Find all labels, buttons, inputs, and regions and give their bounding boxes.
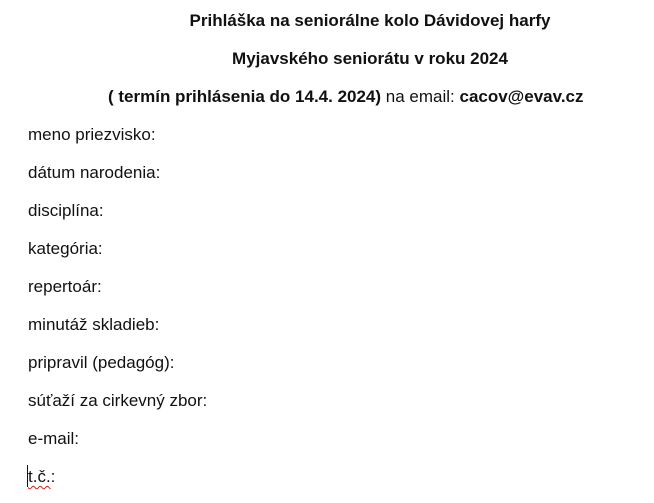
form-title-line1: Prihláška na seniorálne kolo Dávidovej harfy [189,11,551,30]
field-duration: minutáž skladieb: [28,315,160,334]
field-name: meno priezvisko: [28,125,156,144]
field-prepared-by: pripravil (pedagóg): [28,353,175,372]
field-category: kategória: [28,239,103,258]
email-label: na email: [381,87,460,106]
field-repertoire: repertoár: [28,277,102,296]
field-church-choir: súťaží za cirkevný zbor: [28,391,208,410]
field-email: e-mail: [28,429,80,448]
field-birth-date: dátum narodenia: [28,163,161,182]
deadline-text: ( termín prihlásenia do 14.4. 2024) [108,87,382,106]
text-cursor [27,465,28,487]
form-title-line2: Myjavského seniorátu v roku 2024 [232,49,508,68]
phone-abbreviation: t.č. [28,467,51,486]
form-deadline-line [108,87,584,107]
field-discipline: disciplína: [28,201,104,220]
phone-colon: : [50,467,56,486]
contact-email: cacov@evav.cz [459,87,584,106]
field-phone [28,467,55,487]
